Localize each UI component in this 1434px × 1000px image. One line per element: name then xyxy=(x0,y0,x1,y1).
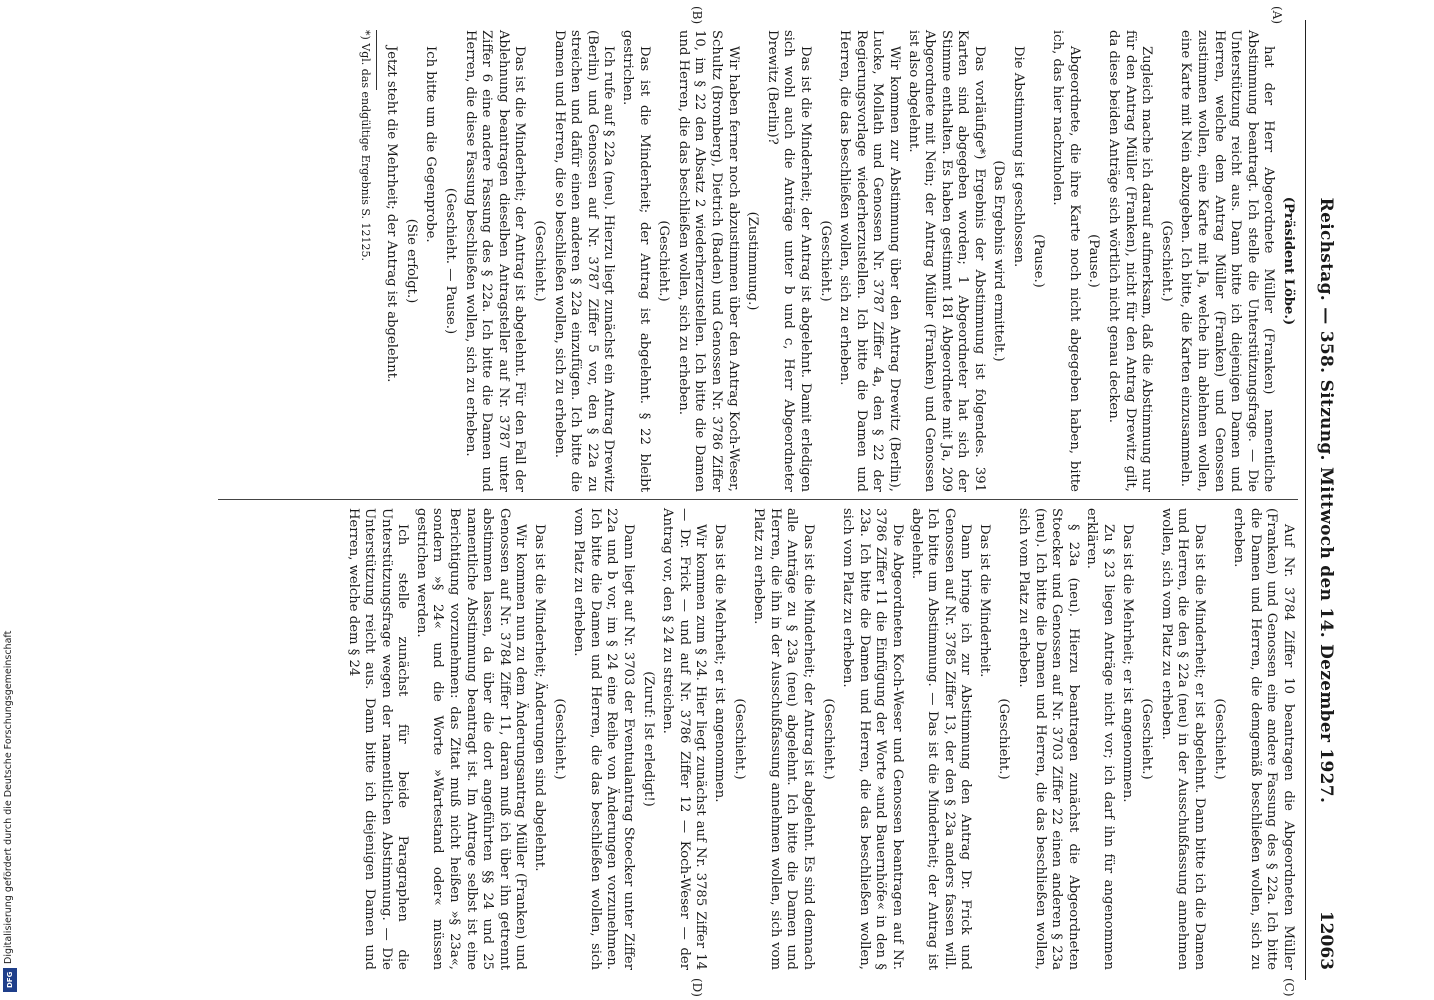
right-column xyxy=(342,508,1296,970)
funding-note: Digitalisierung gefördert durch die Deutsche Forschungsgemeinschaft xyxy=(3,630,14,964)
paragraph: Die Abgeordneten Koch-Weser und Genossen beantragen auf Nr. 3786 Ziffer 11 die Einfügung der Worte »und Bauernhöfe« in den § 23a. Ich bitte die Damen und Herren, die das beschließen wollen, sich vom Platz zu erheben. xyxy=(840,508,905,970)
paragraph: Wir kommen nun zu dem Änderungsantrag Müller (Franken) und Genossen auf Nr. 3784 Ziffer 11, daran muß ich über ihn getrennt abstimmen lassen, da über die dort angeführten §§ 24 und 25 namentliche Abstimmung beantragt ist. Im Antrage selbst ist eine Berichtigung vorzunehmen: das Zitat muß nicht heißen »§ 23a«, sondern »§ 24« und die Worte »Wartestand oder« müssen gestrichen werden. xyxy=(413,508,529,970)
paragraph: Zu § 23 liegen Anträge nicht vor; ich darf ihn für angenommen erklären. xyxy=(1084,508,1117,970)
paragraph: Wir kommen zum § 24. Hier liegt zunächst auf Nr. 3785 Ziffer 14 — Dr. Frick — und auf Nr. 3786 Ziffer 12 — Koch-Weser — der Antrag vor, den § 24 zu streichen. xyxy=(660,508,709,970)
paragraph: hat der Herr Abgeordnete Müller (Franken) namentliche Abstimmung beantragt. Ich stelle die Unterstützungsfrage. — Die Unterstützung reicht aus. Dann bitte ich diejenigen Damen und Herren, welche dem Antrag Müller (Franken) und Genossen zustimmen wollen, eine Karte mit Ja, welche ihn ablehnen wollen, eine Karte mit Nein abzugeben. Ich bitte, die Karten einzusammeln. xyxy=(1178,30,1277,492)
paragraph: Das ist die Minderheit; der Antrag ist abgelehnt. Es sind demnach alle Anträge zu § 23a (neu) abgelehnt. Ich bitte die Damen und Herren, die ihn in der Ausschußfassung annehmen wollen, sich vom Platz zu erheben. xyxy=(751,508,816,970)
stage-direction: (Zustimmung.) xyxy=(745,211,761,311)
paragraph: Das ist die Mehrheit; er ist angenommen. xyxy=(712,524,727,803)
paragraph: Ich stelle zunächst für beide Paragraphen die Unterstützungsfrage wegen der namentlichen Abstimmung. — Die Unterstützung reicht aus. Dann bitte ich diejenigen Damen und Herren, welche dem § 24 xyxy=(345,508,411,970)
paragraph: Wir kommen zur Abstimmung über den Antrag Drewitz (Berlin), Lucke, Mollath und Genossen Nr. 3787 Ziffer 4a, den § 22 der Regierungsvorlage wiederherzustellen. Ich bitte die Damen und Herren, die das beschließen wollen, sich zu erheben. xyxy=(837,30,902,492)
paragraph: Abgeordnete, die ihre Karte noch nicht abgegeben haben, bitte ich, das hier nachzuholen. xyxy=(1050,30,1082,492)
column-divider xyxy=(218,499,1298,500)
margin-letter-c: (C) xyxy=(1282,978,1296,997)
stage-direction: (Geschieht.) xyxy=(1211,698,1227,780)
paragraph: Das vorläufige*) Ergebnis der Abstimmung ist folgendes. 391 Karten sind abgegeben worden; 1 Abgeordneter hat sich der Stimme enthalten. Es haben gestimmt 181 Abgeordnete mit Ja, 209 Abgeordnete mit Nein; der Antrag Müller (Franken) und Genossen ist also abgelehnt. xyxy=(905,30,987,492)
stage-direction: (Geschieht.) xyxy=(996,698,1012,780)
stage-direction: (Pause.) xyxy=(1030,234,1046,288)
margin-letter-a: (A) xyxy=(1270,6,1284,25)
paragraph: Jetzt steht die Mehrheit; der Antrag ist abgelehnt. xyxy=(384,46,400,383)
paragraph: Das ist die Minderheit; der Antrag ist abgelehnt. Damit erledigen sich wohl auch die Anträge unter b und c, Herr Abgeordneter Drewitz (Berlin)? xyxy=(764,30,813,492)
paragraph: Das ist die Minderheit; Änderungen sind abgelehnt. xyxy=(532,524,548,872)
dfg-sidebar xyxy=(2,604,18,994)
paragraph: Das ist die Minderheit; der Antrag ist abgelehnt. Für den Fall der Ablehnung beantragen dieselben Antragsteller auf Nr. 3787 unter Ziffer 6 eine andere Fassung des § 22a. Ich bitte die Damen und Herren, die diese Fassung beschließen wollen, sich zu erheben. xyxy=(462,30,528,492)
footnote: *) Vgl. das endgültige Ergebnis S. 12125. xyxy=(358,30,372,262)
paragraph: Das ist die Minderheit; der Antrag ist abgelehnt. § 22 bleibt gestrichen. xyxy=(620,30,652,492)
paragraph: Auf Nr. 3784 Ziffer 10 beantragen die Abgeordneten Müller (Franken) und Genossen eine andere Fassung des § 22a. Ich bitte die Damen und Herren, die demgemäß beschließen wollen, sich zu erheben. xyxy=(1231,508,1296,970)
stage-direction: (Geschieht.) xyxy=(1158,220,1174,302)
paragraph: Das ist die Minderheit. xyxy=(976,524,992,678)
header-rule xyxy=(1305,20,1306,980)
paragraph: Ich rufe auf § 22a (neu). Hierzu liegt zunächst ein Antrag Drewitz (Berlin) und Genossen auf Nr. 3787 Ziffer 5 vor, den § 22a zu streichen und dafür einen anderen § 22a einzufügen. Ich bitte die Damen und Herren, die so beschließen wollen, sich zu erheben. xyxy=(551,30,617,492)
page-header xyxy=(1308,20,1344,980)
stage-direction: (Geschieht.) xyxy=(656,220,672,302)
stage-direction: (Geschieht.) xyxy=(820,698,836,780)
footnote-rule xyxy=(376,30,377,90)
stage-direction: (Zuruf: Ist erledigt!) xyxy=(640,671,656,807)
paragraph: Die Abstimmung ist geschlossen. xyxy=(1011,46,1027,268)
stage-direction: (Geschieht.) xyxy=(817,220,833,302)
stage-direction: (Geschieht.) xyxy=(1139,698,1155,780)
paragraph: Das ist die Minderheit; er ist abgelehnt. Dann bitte ich die Damen und Herren, die den § 22a (neu) in der Ausschußfassung annehmen wollen, sich vom Platz zu erheben. xyxy=(1158,508,1208,970)
paragraph: Ich bitte um die Gegenprobe. xyxy=(423,46,439,243)
left-column xyxy=(356,30,1296,492)
page-number: 12063 xyxy=(1316,910,1336,970)
stage-direction: (Geschieht.) xyxy=(532,220,548,302)
stage-direction: (Geschieht. — Pause.) xyxy=(443,187,459,335)
page-title: Reichstag. — 358. Sitzung. Mittwoch den 14. Dezember 1927. xyxy=(1316,197,1336,804)
paragraph: § 23a (neu). Hierzu beantragen zunächst die Abgeordneten Stoecker und Genossen auf Nr. 3703 Ziffer 22 einen anderen § 23a (neu). Ich bitte die Damen und Herren, die das beschließen wollen, sich vom Platz zu erheben. xyxy=(1016,508,1081,970)
paragraph: Dann bringe ich zur Abstimmung den Antrag Dr. Frick und Genossen auf Nr. 3785 Ziffer 13, der den § 23a anders fassen will. Ich bitte um Abstimmung. — Das ist die Minderheit; der Antrag ist abgelehnt. xyxy=(908,508,974,970)
stage-direction: (Das Ergebnis wird ermittelt.) xyxy=(991,160,1007,362)
paragraph: Das ist die Mehrheit; er ist angenommen. xyxy=(1119,524,1135,803)
dfg-logo: DFG xyxy=(3,968,17,992)
document-page xyxy=(44,6,1344,997)
margin-letter-d: (D) xyxy=(690,978,704,997)
stage-direction: (Geschieht.) xyxy=(551,698,567,780)
stage-direction: (Geschieht.) xyxy=(731,698,747,780)
speaker-heading: (Präsident Löbe.) xyxy=(1281,196,1296,326)
margin-letter-b: (B) xyxy=(690,6,704,25)
paragraph: Zugleich mache ich darauf aufmerksam, daß die Abstimmung nur für den Antrag Müller (Franken), nicht für den Antrag Drewitz gilt, da diese beiden Anträge sich wörtlich nicht genau decken. xyxy=(1106,30,1155,492)
stage-direction: (Sie erfolgt.) xyxy=(403,218,419,304)
stage-direction: (Pause.) xyxy=(1086,234,1102,288)
paragraph: Wir haben ferner noch abzustimmen über den Antrag Koch-Weser, Schultz (Bromberg), Dietrich (Baden) und Genossen Nr. 3786 Ziffer 10, im § 22 den Absatz 2 wiederherzustellen. Ich bitte die Damen und Herren, die das beschließen wollen, sich zu erheben. xyxy=(675,30,741,492)
paragraph: Dann liegt auf Nr. 3703 der Eventualantrag Stoecker unter Ziffer 22a und b vor, im § 24 eine Reihe von Änderungen vorzunehmen. Ich bitte die Damen und Herren, die das beschließen wollen, sich vom Platz zu erheben. xyxy=(571,508,637,970)
